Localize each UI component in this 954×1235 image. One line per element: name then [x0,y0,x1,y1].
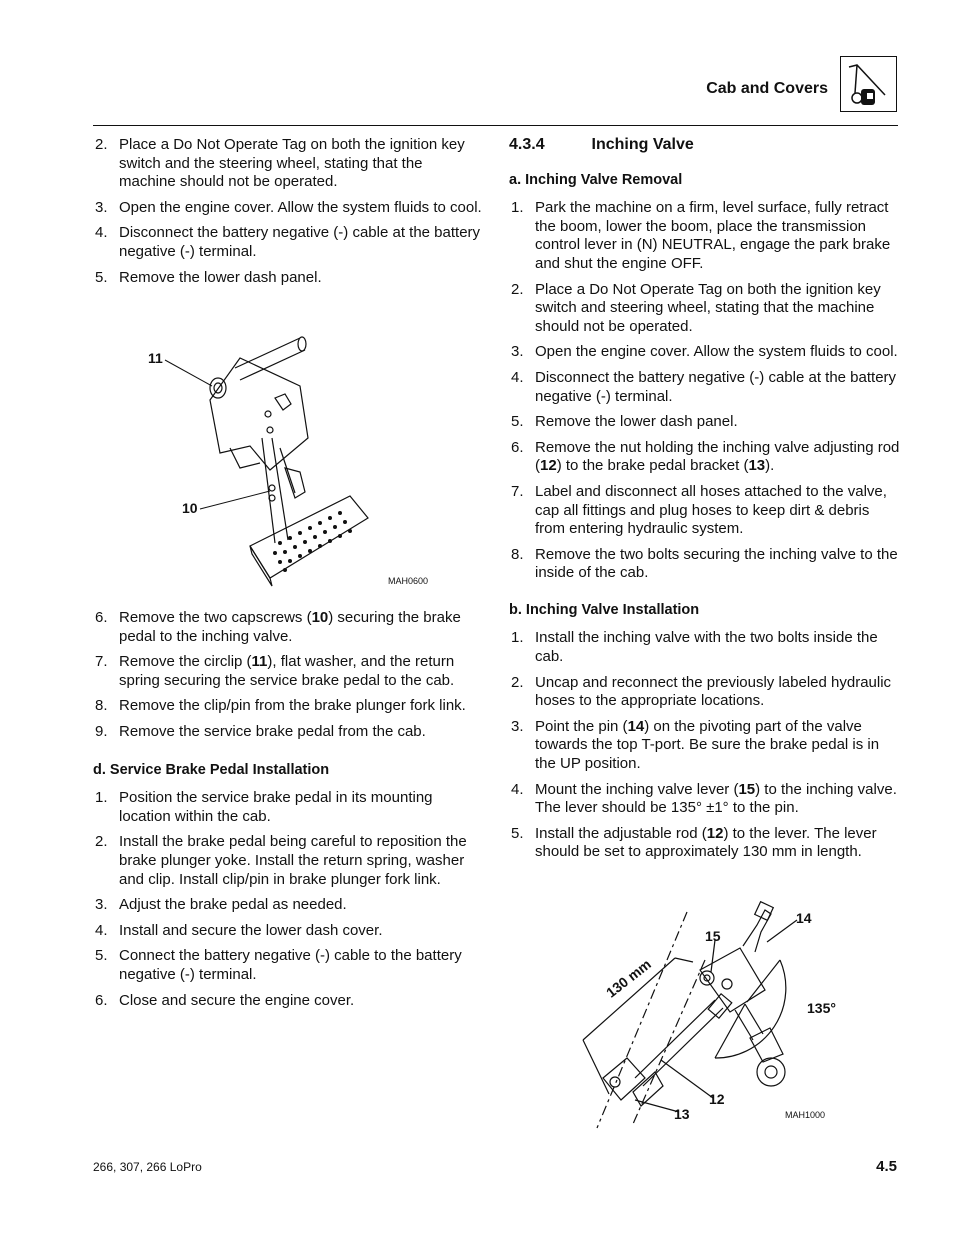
figure-code: MAH0600 [388,576,429,586]
telehandler-icon [840,56,897,112]
list-item: 5. Remove the lower dash panel. [511,413,738,431]
sub-b-heading: b. Inching Valve Installation [509,601,700,618]
list-item: 6. Remove the two capscrews (10) securing the brake pedal to the inching valve. [95,609,461,645]
list-item: 3. Open the engine cover. Allow the system fluids to cool. [95,198,482,216]
list-item: 2. Install the brake pedal being careful to reposition the brake plunger yoke. Install the return spring, washer and clip. Install clip/pin in brake plunger fork link. [95,833,467,888]
brake-pedal-figure [140,328,440,590]
list-item: 3. Point the pin (14) on the pivoting part of the valve towards the top T-port. Be sure the brake pedal is in the UP position. [511,717,880,773]
callout-12: 12 [709,1091,725,1107]
inching-removal-steps [509,199,901,583]
callout-135-deg: 135° [807,1000,836,1016]
callout-11: 11 [148,350,163,366]
inching-installation-steps [509,629,901,862]
list-item: 3. Adjust the brake pedal as needed. [95,896,347,914]
sub-a-heading: a. Inching Valve Removal [509,171,683,188]
list-item: 5. Connect the battery negative (-) cable to the battery negative (-) terminal. [95,947,462,983]
removal-steps-continued [93,136,483,287]
installation-steps [93,789,483,1010]
callout-13: 13 [674,1106,690,1122]
section-heading [509,136,901,155]
list-item: 2. Place a Do Not Operate Tag on both the ignition key switch and the steering wheel, stating that the machine should not be operated. [95,136,465,191]
list-item: 2. Uncap and reconnect the previously labeled hydraulic hoses to the appropriate locations. [511,673,892,710]
page-number: 4.5 [876,1158,897,1175]
section-title: Inching Valve [591,136,694,153]
inching-valve-figure [575,900,845,1132]
list-item: 8. Remove the two bolts securing the inching valve to the inside of the cab. [511,545,898,582]
section-d-heading: d. Service Brake Pedal Installation [93,761,330,778]
list-item: 7. Label and disconnect all hoses attached to the valve, cap all fittings and plug hoses to keep dirt & debris from entering hydraulic system. [511,482,887,538]
list-item: 6. Remove the nut holding the inching valve adjusting rod (12) to the brake pedal bracket (13). [511,438,900,475]
list-item: 1. Park the machine on a firm, level surface, fully retract the boom, lower the boom, place the transmission control lever in (N) NEUTRAL, engage the park brake and shut the engine OFF. [511,199,891,272]
dimension-130mm: 130 mm [603,955,654,1001]
list-item: 9. Remove the service brake pedal from the cab. [95,722,426,740]
callout-10: 10 [182,500,198,516]
callout-15: 15 [705,928,721,944]
left-column [93,136,483,294]
left-column-lower [93,609,483,1017]
list-item: 1. Install the inching valve with the two bolts inside the cab. [511,629,878,666]
list-item: 2. Place a Do Not Operate Tag on both the ignition key switch and steering wheel, stating that the machine should not be operated. [511,280,881,335]
figure-code: MAH1000 [785,1110,826,1120]
right-column [509,136,901,869]
list-item: 3. Open the engine cover. Allow the system fluids to cool. [511,343,898,361]
footer-models: 266, 307, 266 LoPro [93,1160,202,1174]
list-item: 4. Install and secure the lower dash cover. [95,921,383,939]
list-item: 4. Mount the inching valve lever (15) to the inching valve. The lever should be 135° ±1° to the pin. [511,780,897,817]
removal-steps-6-9 [93,609,483,742]
list-item: 7. Remove the circlip (11), flat washer, and the return spring securing the service brake pedal to the cab. [95,653,455,689]
list-item: 5. Install the adjustable rod (12) to the lever. The lever should be set to approximately 130 mm in length. [511,824,877,861]
list-item: 4. Disconnect the battery negative (-) cable at the battery negative (-) terminal. [511,368,897,405]
list-item: 8. Remove the clip/pin from the brake plunger fork link. [95,697,466,715]
section-number: 4.3.4 [509,136,545,153]
list-item: 6. Close and secure the engine cover. [95,991,355,1009]
callout-14: 14 [796,910,812,926]
list-item: 5. Remove the lower dash panel. [95,268,322,286]
list-item: 1. Position the service brake pedal in its mounting location within the cab. [95,789,433,825]
page-header-title: Cab and Covers [706,80,828,97]
header-rule [93,125,898,126]
list-item: 4. Disconnect the battery negative (-) cable at the battery negative (-) terminal. [95,224,481,260]
